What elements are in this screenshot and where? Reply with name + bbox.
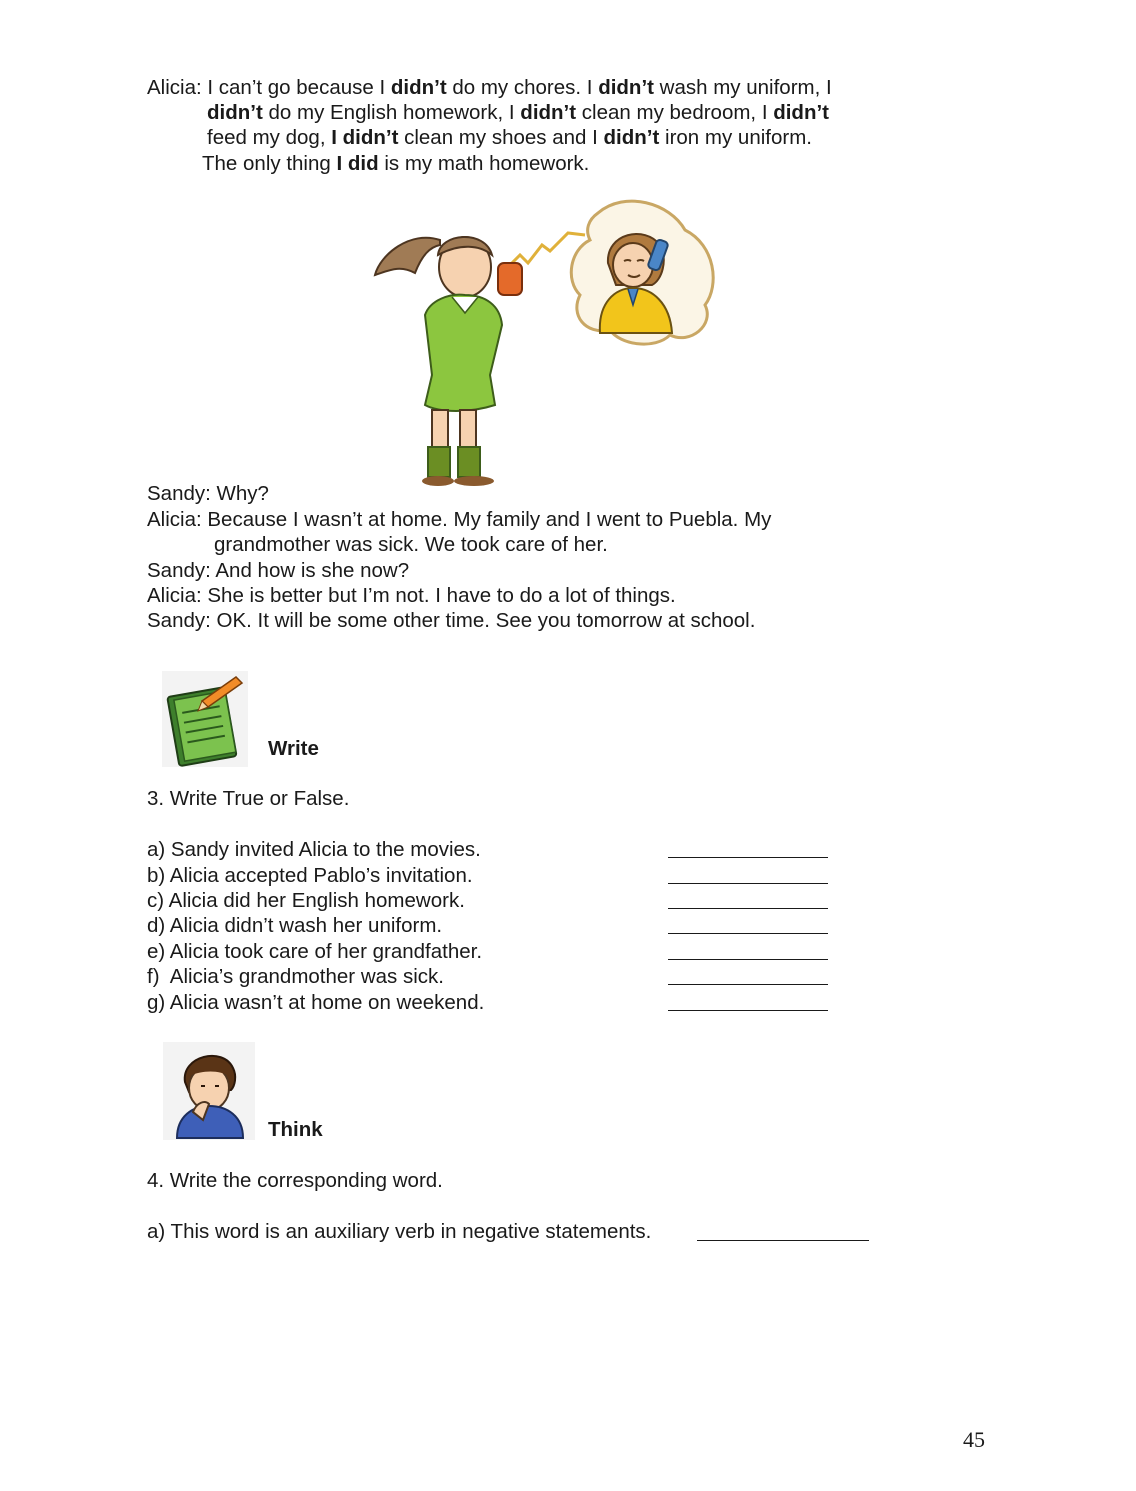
think-section-label: Think — [268, 1118, 323, 1141]
true-false-item: f) Alicia’s grandmother was sick. — [147, 965, 837, 990]
write-section-label: Write — [268, 737, 319, 760]
dialogue-line-3: feed my dog, I didn’t clean my shoes and I didn’t iron my uniform. — [207, 126, 812, 149]
dialogue-line-9: Alicia: She is better but I’m not. I have to do a lot of things. — [147, 584, 676, 607]
page-number: 45 — [963, 1427, 985, 1452]
dialogue-line-5: Sandy: Why? — [147, 482, 269, 505]
notebook-pencil-icon — [162, 671, 248, 767]
true-false-item: c) Alicia did her English homework. — [147, 889, 837, 914]
dialogue-line-2: didn’t do my English homework, I didn’t clean my bedroom, I didn’t — [207, 101, 830, 124]
answer-blank[interactable] — [668, 933, 828, 934]
answer-blank[interactable] — [668, 1010, 828, 1011]
true-false-item: g) Alicia wasn’t at home on weekend. — [147, 991, 837, 1016]
thinking-boy-icon — [163, 1042, 255, 1140]
exercise-4-instruction: 4. Write the corresponding word. — [147, 1169, 443, 1192]
answer-blank[interactable] — [668, 959, 828, 960]
answer-blank[interactable] — [697, 1240, 869, 1241]
dialogue-line-4: The only thing I did is my math homework. — [202, 152, 590, 175]
dialogue-line-1: Alicia: I can’t go because I didn’t do my chores. I didn’t wash my uniform, I — [147, 76, 832, 99]
true-false-item: e) Alicia took care of her grandfather. — [147, 940, 837, 965]
dialogue-line-8: Sandy: And how is she now? — [147, 559, 410, 582]
girls-on-phone-illustration — [370, 185, 726, 488]
dialogue-line-7: grandmother was sick. We took care of her. — [214, 533, 608, 556]
answer-blank[interactable] — [668, 908, 828, 909]
exercise-3-instruction: 3. Write True or False. — [147, 787, 350, 810]
answer-blank[interactable] — [668, 984, 828, 985]
dialogue-line-6: Alicia: Because I wasn’t at home. My family and I went to Puebla. My — [147, 508, 772, 531]
true-false-item: a) Sandy invited Alicia to the movies. — [147, 838, 837, 863]
exercise-4-item-a: a) This word is an auxiliary verb in negative statements. — [147, 1220, 652, 1243]
answer-blank[interactable] — [668, 857, 828, 858]
true-false-item: d) Alicia didn’t wash her uniform. — [147, 914, 837, 939]
answer-blank[interactable] — [668, 883, 828, 884]
dialogue-line-10: Sandy: OK. It will be some other time. See you tomorrow at school. — [147, 609, 756, 632]
true-false-item: b) Alicia accepted Pablo’s invitation. — [147, 864, 837, 889]
